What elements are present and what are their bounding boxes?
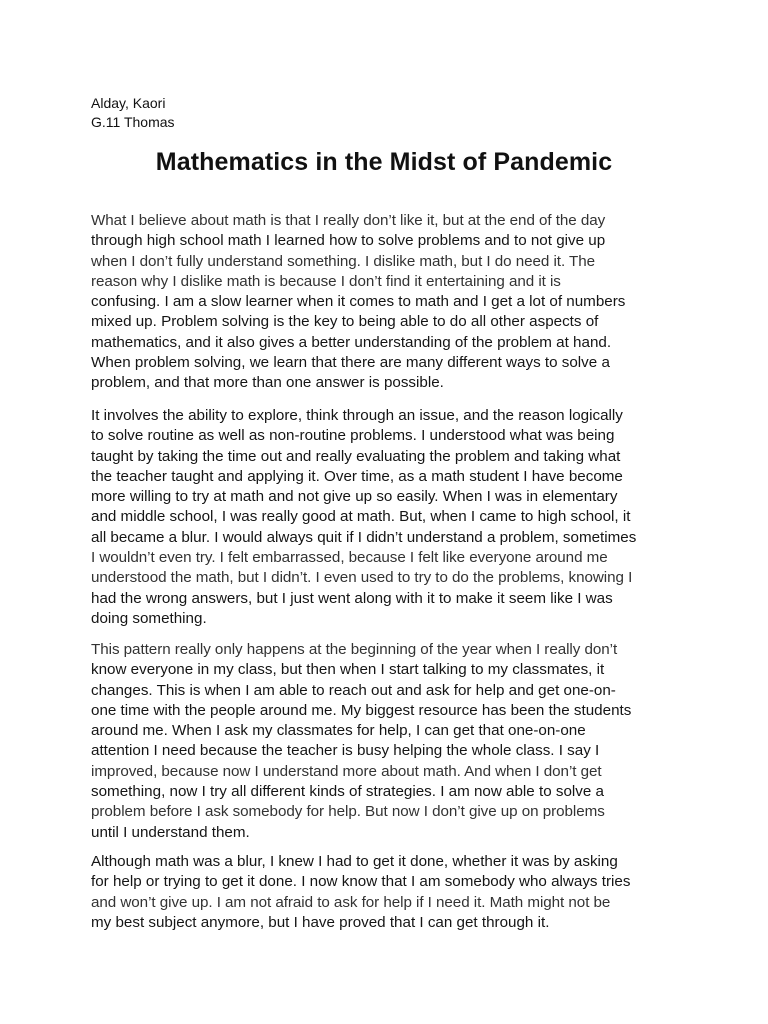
author-name: Alday, Kaori: [91, 95, 166, 111]
paragraph-line: taught by taking the time out and really evaluating the problem and taking what: [91, 447, 621, 465]
paragraph-line: I wouldn’t even try. I felt embarrassed, because I felt like everyone around me: [91, 549, 608, 567]
paragraph-line: reason why I dislike math is because I don’t find it entertaining and it is: [91, 272, 561, 290]
paragraph-line: problem, and that more than one answer is possible.: [91, 374, 444, 392]
paragraph-line: the teacher taught and applying it. Over time, as a math student I have become: [91, 467, 623, 485]
paragraph-line: This pattern really only happens at the beginning of the year when I really don’t: [91, 641, 618, 658]
paragraph-line: for help or trying to get it done. I now know that I am somebody who always tries: [91, 873, 631, 891]
paragraph-line: through high school math I learned how to solve problems and to not give up: [91, 232, 606, 250]
paragraph-line: and won’t give up. I am not afraid to ask for help if I need it. Math might not be: [91, 893, 611, 911]
paragraph-line: doing something.: [91, 609, 207, 627]
paragraph-2: [91, 406, 691, 629]
paragraph-line: attention I need because the teacher is busy helping the whole class. I say I: [91, 742, 600, 760]
paragraph-line: It involves the ability to explore, think through an issue, and the reason logically: [91, 407, 623, 424]
paragraph-line: Although math was a blur, I knew I had to get it done, whether it was by asking: [91, 853, 618, 870]
paragraph-line: mixed up. Problem solving is the key to being able to do all other aspects of: [91, 313, 599, 331]
paragraph-line: confusing. I am a slow learner when it comes to math and I get a lot of numbers: [91, 293, 626, 311]
paragraph-line: and middle school, I was really good at math. But, when I came to high school, it: [91, 508, 631, 526]
paragraph-line: when I don’t fully understand something. I dislike math, but I do need it. The: [91, 252, 596, 270]
paragraph-line: until I understand them.: [91, 823, 250, 841]
document-title: Mathematics in the Midst of Pandemic: [155, 148, 613, 176]
paragraph-line: What I believe about math is that I really don’t like it, but at the end of the day: [91, 212, 606, 229]
paragraph-line: all became a blur. I would always quit if I didn’t understand a problem, sometimes: [91, 528, 637, 546]
paragraph-line: When problem solving, we learn that there are many different ways to solve a: [91, 354, 610, 372]
class-section: G.11 Thomas: [91, 114, 175, 130]
paragraph-1: [91, 211, 691, 394]
paragraph-line: changes. This is when I am able to reach out and ask for help and get one-on-: [91, 681, 616, 699]
document-header: [91, 94, 175, 132]
paragraph-line: something, now I try all different kinds of strategies. I am now able to solve a: [91, 783, 604, 801]
paragraph-line: problem before I ask somebody for help. But now I don’t give up on problems: [91, 803, 605, 821]
paragraph-line: had the wrong answers, but I just went along with it to make it seem like I was: [91, 589, 613, 607]
paragraph-4: [91, 852, 691, 933]
paragraph-line: one time with the people around me. My biggest resource has been the students: [91, 701, 632, 719]
paragraph-line: around me. When I ask my classmates for help, I can get that one-on-one: [91, 722, 586, 740]
paragraph-3: [91, 640, 691, 843]
paragraph-line: mathematics, and it also gives a better understanding of the problem at hand.: [91, 333, 612, 351]
paragraph-line: my best subject anymore, but I have proved that I can get through it.: [91, 913, 550, 931]
paragraph-line: to solve routine as well as non-routine problems. I understood what was being: [91, 427, 615, 445]
paragraph-line: more willing to try at math and not give up so easily. When I was in elementary: [91, 488, 618, 506]
paragraph-line: know everyone in my class, but then when I start talking to my classmates, it: [91, 661, 605, 679]
paragraph-line: understood the math, but I didn’t. I even used to try to do the problems, knowing I: [91, 569, 633, 587]
paragraph-line: improved, because now I understand more about math. And when I don’t get: [91, 762, 602, 780]
